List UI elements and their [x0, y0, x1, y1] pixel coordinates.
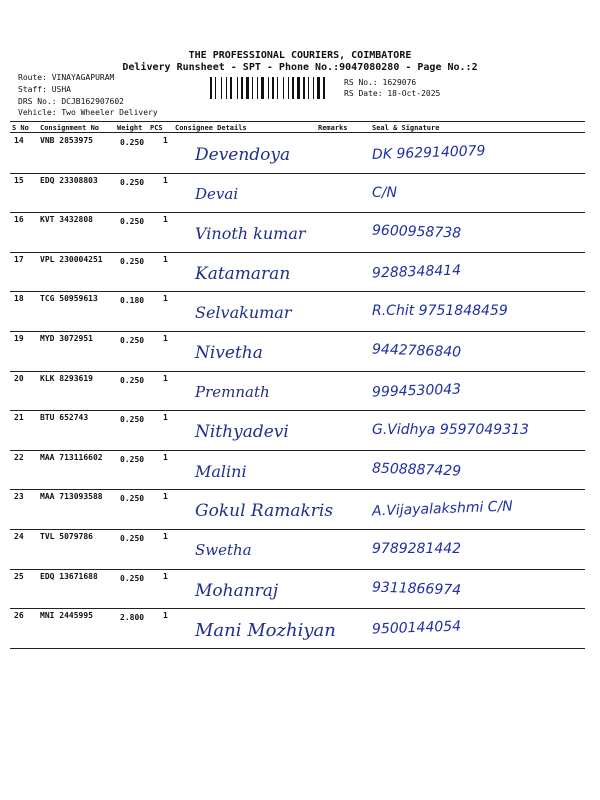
- row-consignment: MAA 713093588: [40, 492, 103, 502]
- row-divider: [10, 291, 585, 292]
- rs-number: RS No.: 1629076: [344, 78, 417, 87]
- row-weight: 0.250: [120, 415, 145, 425]
- row-signature: 9288348414: [371, 262, 462, 282]
- row-consignment: VPL 230004251: [40, 254, 103, 264]
- row-sno: 21: [14, 413, 24, 423]
- row-signature: R.Chit 9751848459: [372, 303, 508, 320]
- row-consignment: VNB 2853975: [40, 136, 93, 145]
- row-consignee-handwriting: Swetha: [195, 541, 252, 559]
- row-consignment: EDQ 13671688: [40, 571, 98, 581]
- row-consignee-handwriting: Malini: [195, 461, 247, 481]
- row-sno: 26: [14, 611, 24, 621]
- row-consignee-handwriting: Nivetha: [195, 343, 263, 363]
- row-divider: [10, 371, 585, 372]
- row-pcs: 1: [163, 294, 168, 304]
- row-consignment: KVT 3432808: [40, 215, 93, 225]
- vehicle-label: Vehicle: Two Wheeler Delivery: [18, 108, 158, 117]
- row-consignment: EDQ 23308803: [40, 175, 98, 185]
- row-weight: 0.250: [120, 177, 145, 187]
- row-sno: 23: [14, 492, 24, 502]
- row-weight: 0.250: [120, 454, 145, 464]
- row-consignee-handwriting: Premnath: [195, 382, 270, 401]
- row-signature: 9311866974: [371, 579, 462, 599]
- row-weight: 0.250: [120, 138, 145, 147]
- row-pcs: 1: [163, 215, 168, 225]
- col-header-consignee: Consignee Details: [175, 124, 247, 132]
- row-consignment: MNI 2445995: [40, 611, 93, 621]
- runsheet-subtitle: Delivery Runsheet - SPT - Phone No.:9047080280 - Page No.:2: [122, 62, 478, 73]
- col-header-remarks: Remarks: [318, 124, 348, 132]
- row-pcs: 1: [163, 413, 168, 423]
- row-weight: 0.250: [120, 573, 145, 583]
- row-divider: [10, 450, 585, 451]
- row-consignee-handwriting: Katamaran: [195, 263, 291, 284]
- row-divider: [10, 529, 585, 530]
- row-divider: [10, 569, 585, 570]
- row-sno: 19: [14, 334, 24, 343]
- row-pcs: 1: [163, 611, 168, 621]
- staff-label: Staff: USHA: [18, 85, 71, 94]
- header-bottom-rule: [10, 132, 585, 133]
- row-signature: 9789281442: [372, 541, 462, 557]
- row-signature: 9442786840: [371, 341, 462, 361]
- row-sno: 24: [14, 532, 24, 541]
- row-sno: 17: [14, 254, 24, 264]
- row-divider: [10, 173, 585, 174]
- row-signature: 9600958738: [371, 222, 462, 242]
- table-top-rule: [10, 121, 585, 122]
- row-consignee-handwriting: Devai: [195, 184, 239, 203]
- row-consignee-handwriting: Mani Mozhiyan: [195, 620, 336, 642]
- barcode: [210, 77, 340, 99]
- row-consignee-handwriting: Nithyadevi: [195, 422, 289, 443]
- row-sno: 16: [14, 215, 24, 225]
- row-consignment: MYD 3072951: [40, 334, 93, 343]
- row-signature: 9994530043: [371, 381, 462, 401]
- row-sno: 25: [14, 571, 24, 581]
- col-header-pcs: PCS: [150, 124, 163, 132]
- row-pcs: 1: [163, 373, 168, 383]
- row-consignment: BTU 652743: [40, 413, 89, 423]
- col-header-consignment: Consignment No: [40, 124, 100, 132]
- row-signature: DK 9629140079: [371, 143, 486, 163]
- rs-date: RS Date: 18-Oct-2025: [344, 89, 441, 98]
- row-divider: [10, 608, 585, 609]
- row-divider: [10, 331, 585, 332]
- row-divider: [10, 410, 585, 411]
- row-consignment: KLK 8293619: [40, 373, 93, 383]
- row-weight: 0.250: [120, 336, 145, 345]
- row-consignment: TVL 5079786: [40, 532, 93, 541]
- row-signature: C/N: [372, 184, 397, 201]
- row-weight: 0.250: [120, 217, 145, 227]
- row-pcs: 1: [163, 452, 168, 462]
- row-signature: 9500144054: [371, 618, 462, 638]
- row-consignment: MAA 713116602: [40, 452, 103, 462]
- row-pcs: 1: [163, 136, 168, 145]
- row-weight: 0.250: [120, 494, 145, 504]
- row-consignment: TCG 50959613: [40, 294, 98, 304]
- row-divider: [10, 252, 585, 253]
- row-weight: 0.180: [120, 296, 145, 306]
- row-weight: 2.800: [120, 613, 145, 623]
- row-weight: 0.250: [120, 375, 145, 385]
- row-consignee-handwriting: Selvakumar: [195, 303, 292, 323]
- row-sno: 22: [14, 452, 24, 462]
- row-pcs: 1: [163, 175, 168, 185]
- row-weight: 0.250: [120, 256, 145, 266]
- row-consignee-handwriting: Mohanraj: [195, 580, 279, 601]
- row-signature: 8508887429: [371, 460, 462, 480]
- col-header-weight: Weight: [117, 124, 143, 132]
- row-consignee-handwriting: Gokul Ramakris: [195, 501, 334, 522]
- row-consignee-handwriting: Vinoth kumar: [195, 224, 306, 244]
- row-pcs: 1: [163, 532, 168, 541]
- row-divider: [10, 648, 585, 649]
- col-header-sno: S No: [12, 124, 29, 132]
- row-signature: A.Vijayalakshmi C/N: [371, 498, 514, 520]
- drs-label: DRS No.: DCJB162907602: [18, 97, 124, 106]
- row-pcs: 1: [163, 492, 168, 502]
- row-weight: 0.250: [120, 534, 145, 543]
- row-pcs: 1: [163, 254, 168, 264]
- row-divider: [10, 212, 585, 213]
- row-divider: [10, 489, 585, 490]
- route-label: Route: VINAYAGAPURAM: [18, 73, 115, 82]
- row-sno: 18: [14, 294, 24, 304]
- col-header-seal: Seal & Signature: [372, 124, 440, 132]
- row-pcs: 1: [163, 571, 168, 581]
- row-consignee-handwriting: Devendoya: [195, 145, 291, 165]
- row-pcs: 1: [163, 334, 168, 343]
- row-sno: 20: [14, 373, 24, 383]
- row-signature: G.Vidhya 9597049313: [372, 422, 529, 439]
- row-sno: 15: [14, 175, 24, 185]
- company-title: THE PROFESSIONAL COURIERS, COIMBATORE: [188, 50, 412, 61]
- row-sno: 14: [14, 136, 24, 145]
